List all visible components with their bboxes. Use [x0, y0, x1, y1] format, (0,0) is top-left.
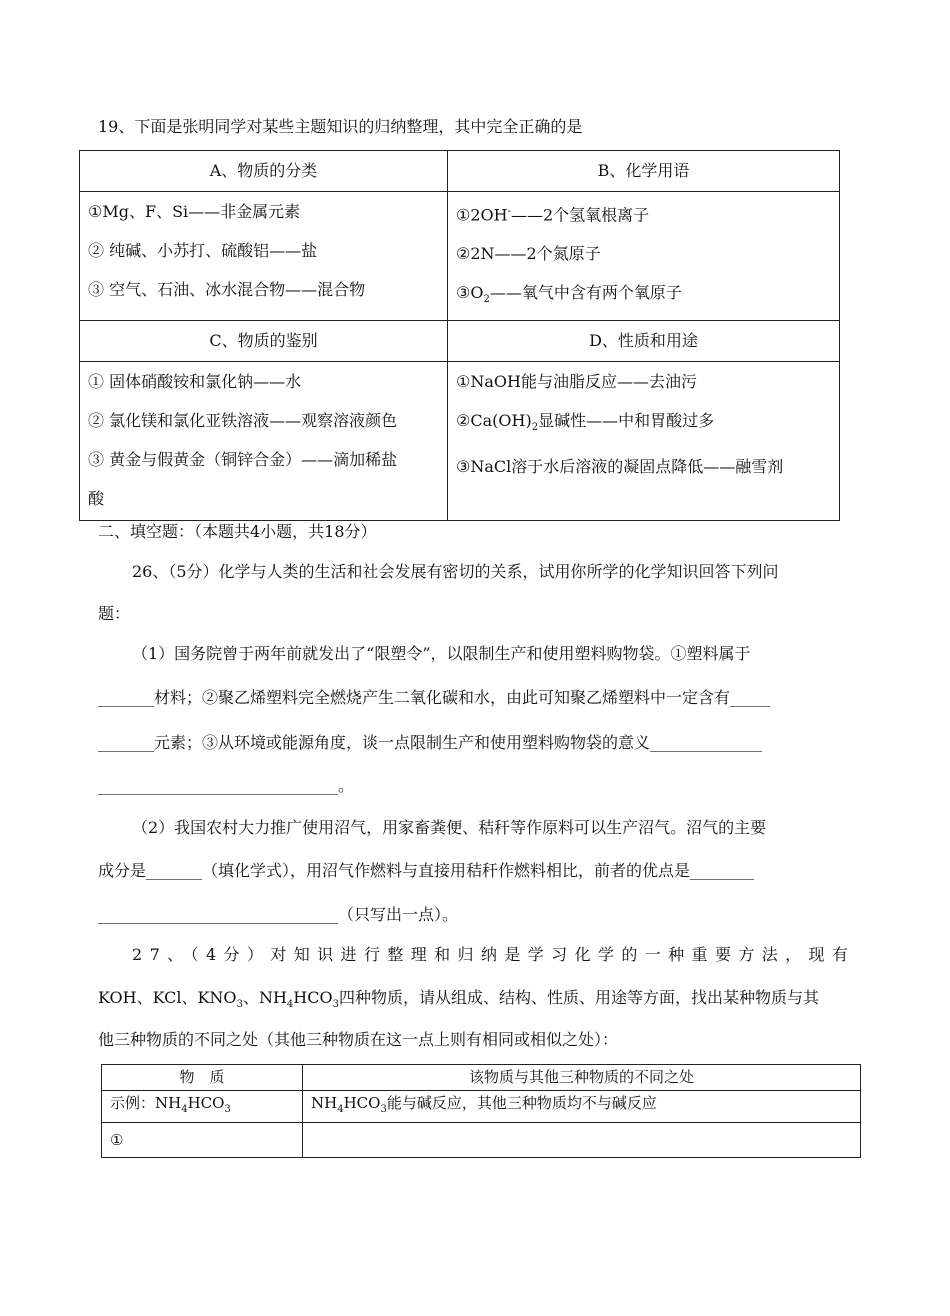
- q27-row-1-substance[interactable]: ①: [102, 1123, 303, 1158]
- q27-line-1: 27、（4分）对知识进行整理和归纳是学习化学的一种重要方法，现有: [132, 945, 856, 964]
- q26-line-1: 26、（5分）化学与人类的生活和社会发展有密切的关系，试用你所学的化学知识回答下列问: [132, 562, 779, 581]
- option-a-line-2: ② 纯碱、小苏打、硫酸铝——盐: [88, 241, 318, 260]
- q27-header-substance: 物 质: [102, 1065, 303, 1091]
- q26-part2-line-3: ______________________________（只写出一点）。: [98, 905, 459, 924]
- option-d-line-2: $②Ca(OH)_2$显碱性——中和胃酸过多: [456, 410, 715, 433]
- option-a-line-3: ③ 空气、石油、冰水混合物——混合物: [88, 280, 366, 299]
- q27-row-1-difference[interactable]: [303, 1123, 861, 1158]
- option-c-body: [80, 361, 448, 520]
- q27-example-substance: 示例：$NH_4HCO_3$: [102, 1091, 303, 1123]
- q26-part2-line-1: （2）我国农村大力推广使用沼气，用家畜粪便、秸秆等作原料可以生产沼气。沼气的主要: [132, 818, 767, 837]
- q26-part1-line-3: _______元素；③从环境或能源角度，谈一点限制生产和使用塑料购物袋的意义______________: [98, 733, 763, 752]
- q26-part1-line-2: _______材料；②聚乙烯塑料完全燃烧产生二氧化碳和水，由此可知聚乙烯塑料中一定含有_____: [98, 688, 771, 707]
- q27-example-difference: $NH_4HCO_3$能与碱反应，其他三种物质均不与碱反应: [303, 1091, 861, 1123]
- option-d-line-3: ③NaCl溶于水后溶液的凝固点降低——融雪剂: [456, 456, 784, 476]
- q26-part1-line-4: ______________________________。: [98, 776, 355, 795]
- option-b-body: [448, 192, 840, 321]
- option-c-line-1: ① 固体硝酸铵和氯化钠——水: [88, 371, 302, 391]
- option-c-line-3: ③ 黄金与假黄金（铜锌合金）——滴加稀盐: [88, 449, 398, 469]
- option-a-line-1: ①Mg、F、Si——非金属元素: [88, 202, 301, 221]
- option-a-body: [80, 192, 448, 321]
- question-19-stem: 19、下面是张明同学对某些主题知识的归纳整理，其中完全正确的是: [98, 117, 583, 136]
- q19-table: [79, 150, 840, 521]
- q26-part1-line-1: （1）国务院曾于两年前就发出了“限塑令”，以限制生产和使用塑料购物袋。①塑料属于: [132, 644, 751, 663]
- q27-table: [101, 1064, 861, 1158]
- option-c-line-2: ② 氯化镁和氯化亚铁溶液——观察溶液颜色: [88, 410, 398, 430]
- q26-part2-line-2: 成分是_______（填化学式），用沼气作燃料与直接用秸秆作燃料相比，前者的优点是________: [98, 861, 755, 880]
- section-2-heading: 二、填空题：（本题共4小题，共18分）: [98, 522, 377, 541]
- q27-line-3: 他三种物质的不同之处（其他三种物质在这一点上则有相同或相似之处）：: [98, 1030, 619, 1049]
- option-b-header: B、化学用语: [448, 151, 840, 192]
- option-b-line-1: ①2OH-——2个氢氧根离子: [456, 205, 650, 225]
- option-d-header: D、性质和用途: [448, 320, 840, 361]
- option-d-line-1: ①NaOH能与油脂反应——去油污: [456, 371, 697, 391]
- option-b-line-3: $③O_2——$氧气中含有两个氧原子: [456, 283, 682, 306]
- option-a-header: A、物质的分类: [80, 151, 448, 192]
- option-c-line-4: 酸: [88, 488, 105, 508]
- option-c-header: C、物质的鉴别: [80, 320, 448, 361]
- q27-line-2: KOH、KCl、$KNO_3$、$NH_4HCO_3$四种物质，请从组成、结构、性质、用途等方面，找出某种物质与其: [98, 988, 819, 1011]
- q27-header-difference: 该物质与其他三种物质的不同之处: [303, 1065, 861, 1091]
- option-d-body: [448, 361, 840, 520]
- q26-line-2: 题：: [98, 604, 131, 623]
- option-b-line-2: ②2N——2个氮原子: [456, 244, 601, 264]
